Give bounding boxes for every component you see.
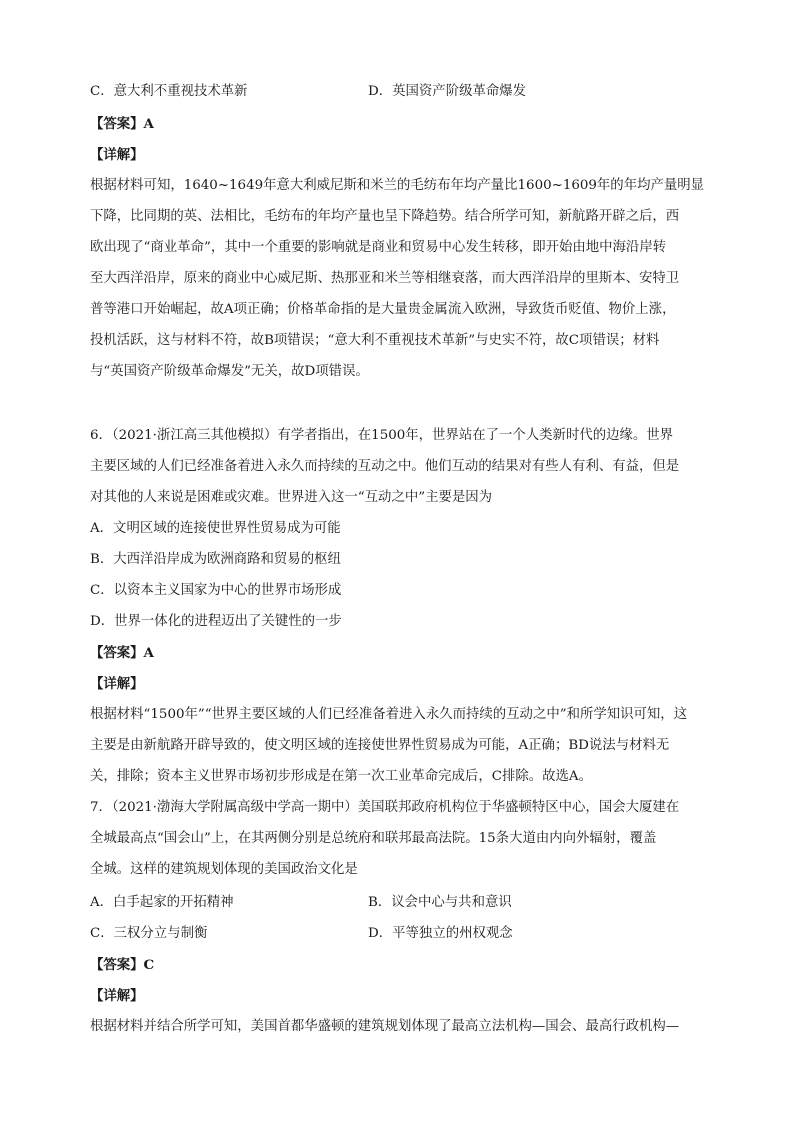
q6-stem-line: 主要区域的人们已经准备着进入永久而持续的互动之中。他们互动的结果对有些人有利、有益，但是 [90, 459, 680, 474]
q5-explanation-line: 欧出现了“商业革命”，其中一个重要的影响就是商业和贸易中心发生转移，即开始由地中海沿岸转 [90, 240, 667, 255]
q7-answer: 【答案】C [90, 957, 155, 973]
q5-explanation-line: 投机活跃，这与材料不符，故B项错误；“意大利不重视技术革新”与史实不符，故C项错误；材料 [90, 333, 660, 348]
q5-options-row [90, 83, 714, 101]
q7-options-row-1 [90, 894, 714, 912]
q6-option-a[interactable]: A．文明区域的连接使世界性贸易成为可能 [90, 521, 341, 536]
q6-stem-line: 对其他的人来说是困难或灾难。世界进入这一“互动之中”主要是因为 [90, 490, 493, 505]
q7-option-b[interactable]: B．议会中心与共和意识 [368, 895, 512, 910]
q5-explain-label: 【详解】 [90, 147, 144, 163]
q6-explanation-line: 关，排除；资本主义世界市场初步形成是在第一次工业革命完成后，C排除。故选A。 [90, 769, 592, 784]
q6-option-c[interactable]: C．以资本主义国家为中心的世界市场形成 [90, 583, 342, 598]
q7-explain-label: 【详解】 [90, 988, 144, 1004]
q5-option-c[interactable]: C．意大利不重视技术革新 [90, 84, 248, 99]
q6-explanation-line: 主要是由新航路开辟导致的，使文明区域的连接使世界性贸易成为可能，A正确；BD说法与材料无 [90, 738, 670, 753]
q5-option-d[interactable]: D．英国资产阶级革命爆发 [368, 84, 527, 99]
q6-option-b[interactable]: B．大西洋沿岸成为欧洲商路和贸易的枢纽 [90, 552, 341, 567]
q7-option-a[interactable]: A．白手起家的开拓精神 [90, 895, 234, 910]
q5-answer: 【答案】A [90, 116, 154, 132]
q5-explanation-line: 普等港口开始崛起，故A项正确；价格革命指的是大量贵金属流入欧洲，导致货币贬值、物价上涨， [90, 302, 676, 317]
q7-option-d[interactable]: D．平等独立的州权观念 [368, 926, 513, 941]
q7-stem-line: 7．（2021·渤海大学附属高级中学高一期中）美国联邦政府机构位于华盛顿特区中心，国会大厦建在 [90, 800, 680, 815]
q6-option-d[interactable]: D．世界一体化的进程迈出了关键性的一步 [90, 614, 342, 629]
q6-stem-line: 6．（2021·浙江高三其他模拟）有学者指出，在1500年，世界站在了一个人类新时代的边缘。世界 [90, 428, 674, 443]
q5-explanation-line: 至大西洋沿岸，原来的商业中心威尼斯、热那亚和米兰等相继衰落，而大西洋沿岸的里斯本、安特卫 [90, 271, 680, 286]
q6-explanation-line: 根据材料“1500年”“世界主要区域的人们已经准备着进入永久而持续的互动之中”和所学知识可知，这 [90, 707, 688, 722]
q7-options-row-2 [90, 925, 714, 943]
q7-stem-line: 全城。这样的建筑规划体现的美国政治文化是 [90, 862, 358, 877]
q5-explanation-line: 根据材料可知，1640~1649年意大利威尼斯和米兰的毛纺布年均产量比1600~1609年的年均产量明显 [90, 178, 705, 193]
q6-explain-label: 【详解】 [90, 676, 144, 692]
q7-option-c[interactable]: C．三权分立与制衡 [90, 926, 208, 941]
q7-explanation-line: 根据材料并结合所学可知，美国首都华盛顿的建筑规划体现了最高立法机构—国会、最高行政机构— [90, 1019, 680, 1034]
q5-explanation-line: 与“英国资产阶级革命爆发”无关，故D项错误。 [90, 364, 369, 379]
q7-stem-line: 全城最高点“国会山”上，在其两侧分别是总统府和联邦最高法院。15条大道由内向外辐射，覆盖 [90, 831, 657, 846]
q5-explanation-line: 下降，比同期的英、法相比，毛纺布的年均产量也呈下降趋势。结合所学可知，新航路开辟之后，西 [90, 209, 680, 224]
q6-answer: 【答案】A [90, 645, 154, 661]
